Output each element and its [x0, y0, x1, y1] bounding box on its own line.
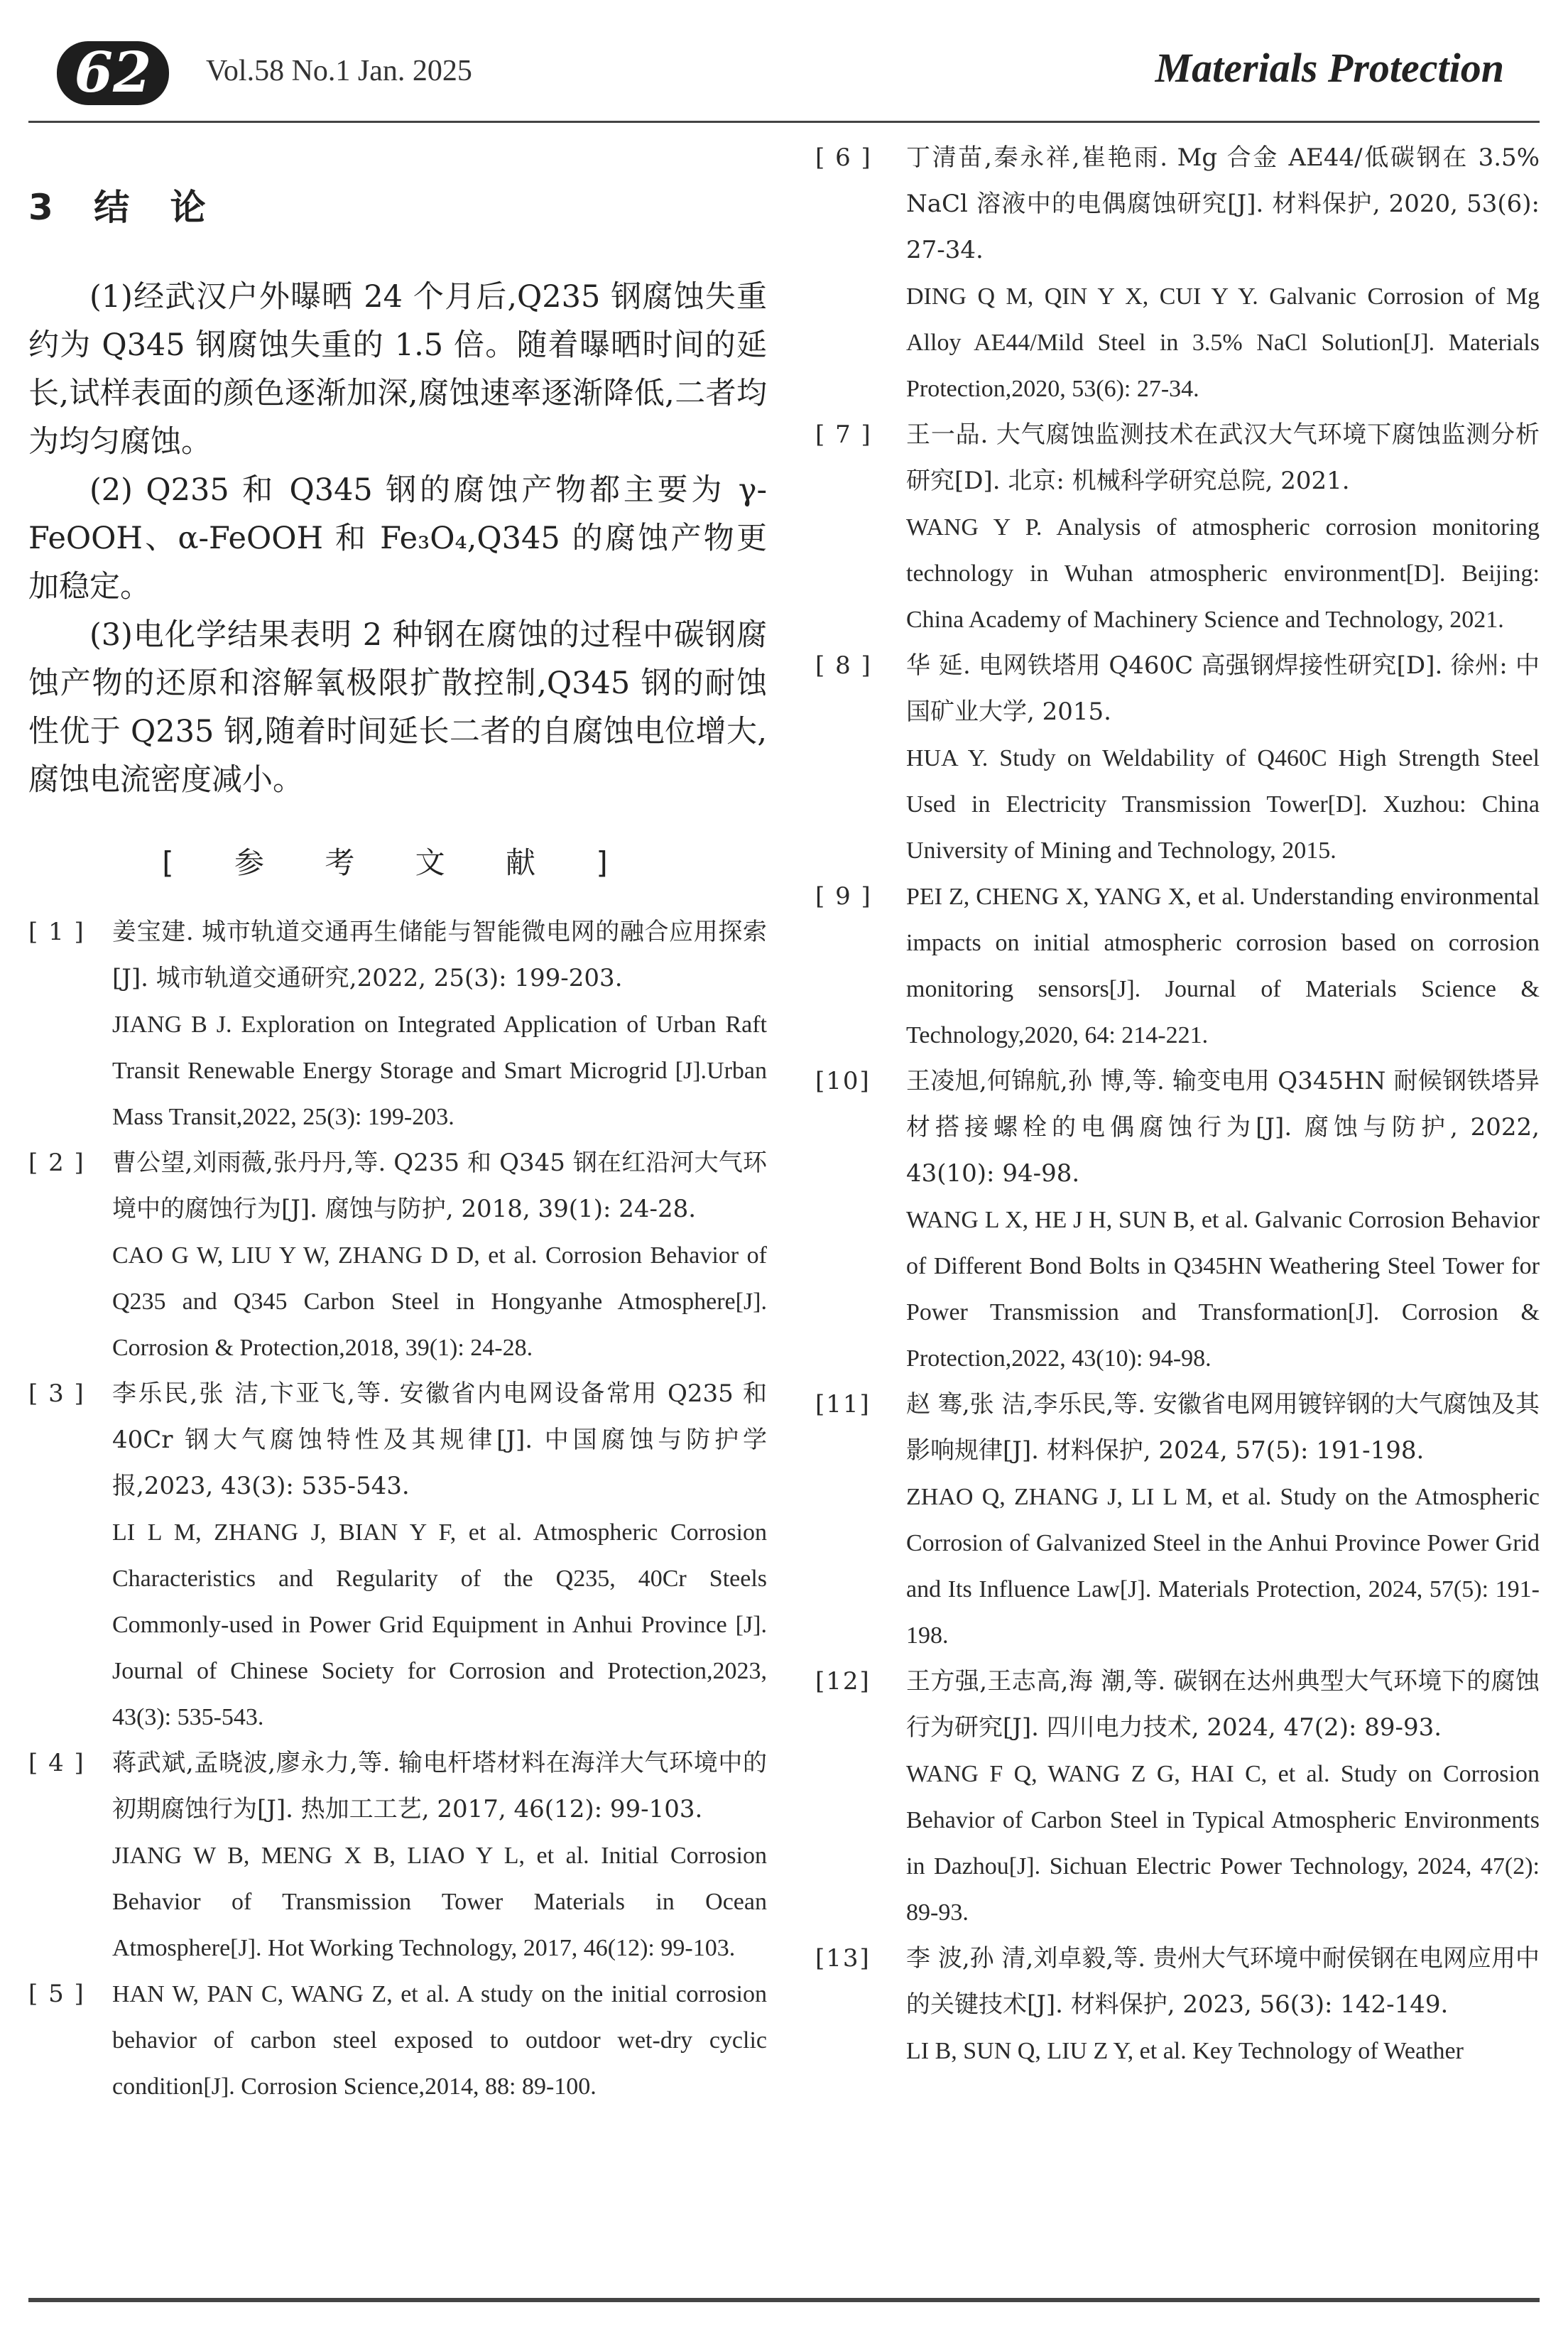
- reference-text-en: CAO G W, LIU Y W, ZHANG D D, et al. Corrosion Behavior of Q235 and Q345 Carbon Steel in Hongyanhe Atmosphere[J]. Corrosion & Protection,2018, 39(1): 24-28.: [112, 1242, 767, 1361]
- conclusion-paragraph: (1)经武汉户外曝晒 24 个月后,Q235 钢腐蚀失重约为 Q345 钢腐蚀失重的 1.5 倍。随着曝晒时间的延长,试样表面的颜色逐渐加深,腐蚀速率逐渐降低,二者均为均匀腐蚀。: [28, 279, 767, 460]
- reference-number: [ 9 ]: [815, 882, 872, 911]
- left-column: [28, 135, 767, 2110]
- reference-number: [ 7 ]: [815, 421, 872, 449]
- reference-text-cn: 曹公望,刘雨薇,张丹丹,等. Q235 和 Q345 钢在红沿河大气环境中的腐蚀行为[J]. 腐蚀与防护, 2018, 39(1): 24-28.: [112, 1149, 767, 1223]
- reference-item: [815, 643, 1540, 874]
- reference-text-cn: 赵 骞,张 洁,李乐民,等. 安徽省电网用镀锌钢的大气腐蚀及其影响规律[J]. 材料保护, 2024, 57(5): 191-198.: [906, 1390, 1540, 1465]
- reference-text-cn: 华 延. 电网铁塔用 Q460C 高强钢焊接性研究[D]. 徐州: 中国矿业大学, 2015.: [906, 651, 1540, 726]
- header-rule: [28, 121, 1540, 123]
- section-title: 3 结 论: [28, 187, 220, 228]
- reference-number: [ 6 ]: [815, 143, 872, 172]
- reference-number: [ 3 ]: [28, 1379, 85, 1408]
- reference-text-cn: 王一品. 大气腐蚀监测技术在武汉大气环境下腐蚀监测分析研究[D]. 北京: 机械科学研究总院, 2021.: [906, 421, 1540, 495]
- page-header: [28, 36, 1540, 107]
- reference-text-cn: 蒋武斌,孟晓波,廖永力,等. 输电杆塔材料在海洋大气环境中的初期腐蚀行为[J]. 热加工工艺, 2017, 46(12): 99-103.: [112, 1749, 767, 1823]
- reference-number: [ 4 ]: [28, 1749, 85, 1777]
- reference-item: [28, 909, 767, 1140]
- references-title: [ 参 考 文 献 ]: [162, 845, 633, 880]
- reference-number: [12]: [815, 1667, 871, 1696]
- reference-text-en: PEI Z, CHENG X, YANG X, et al. Understanding environmental impacts on initial atmospheric corrosion based on corrosion monitoring sensors[J]. Journal of Materials Science & Technology,2020, 64: 214-221.: [906, 884, 1540, 1048]
- reference-text-en: JIANG B J. Exploration on Integrated Application of Urban Raft Transit Renewable Energy Storage and Smart Microgrid [J].Urban Mass Transit,2022, 25(3): 199-203.: [112, 1012, 767, 1130]
- reference-number: [13]: [815, 1944, 871, 1973]
- reference-text-cn: 王凌旭,何锦航,孙 博,等. 输变电用 Q345HN 耐候钢铁塔异材搭接螺栓的电偶腐蚀行为[J]. 腐蚀与防护, 2022, 43(10): 94-98.: [906, 1067, 1540, 1188]
- conclusion-paragraph: (3)电化学结果表明 2 种钢在腐蚀的过程中碳钢腐蚀产物的还原和溶解氧极限扩散控制,Q345 钢的耐蚀性优于 Q235 钢,随着时间延长二者的自腐蚀电位增大,腐蚀电流密度减小。: [28, 617, 767, 798]
- reference-number: [10]: [815, 1067, 871, 1095]
- reference-item: [815, 1659, 1540, 1936]
- reference-number: [ 8 ]: [815, 651, 872, 680]
- reference-text-cn: 姜宝建. 城市轨道交通再生储能与智能微电网的融合应用探索[J]. 城市轨道交通研究,2022, 25(3): 199-203.: [112, 918, 767, 992]
- conclusion-paragraph: (2) Q235 和 Q345 钢的腐蚀产物都主要为 γ-FeOOH、α-FeOOH 和 Fe₃O₄,Q345 的腐蚀产物更加稳定。: [28, 472, 767, 604]
- reference-text-en: JIANG W B, MENG X B, LIAO Y L, et al. Initial Corrosion Behavior of Transmission Tower Materials in Ocean Atmosphere[J]. Hot Working Technology, 2017, 46(12): 99-103.: [112, 1843, 767, 1961]
- reference-text-cn: 丁清苗,秦永祥,崔艳雨. Mg 合金 AE44/低碳钢在 3.5% NaCl 溶液中的电偶腐蚀研究[J]. 材料保护, 2020, 53(6): 27-34.: [906, 143, 1540, 264]
- reference-text-en: ZHAO Q, ZHANG J, LI L M, et al. Study on the Atmospheric Corrosion of Galvanized Steel in the Anhui Province Power Grid and Its Influence Law[J]. Materials Protection, 2024, 57(5): 191-198.: [906, 1484, 1540, 1649]
- reference-text-cn: 李 波,孙 清,刘卓毅,等. 贵州大气环境中耐侯钢在电网应用中的关键技术[J]. 材料保护, 2023, 56(3): 142-149.: [906, 1944, 1540, 2019]
- reference-number: [ 2 ]: [28, 1149, 85, 1177]
- reference-text-en: DING Q M, QIN Y X, CUI Y Y. Galvanic Corrosion of Mg Alloy AE44/Mild Steel in 3.5% NaCl Solution[J]. Materials Protection,2020, 53(6): 27-34.: [906, 283, 1540, 402]
- volume-info: Vol.58 No.1 Jan. 2025: [206, 55, 472, 87]
- footer-rule: [28, 2298, 1540, 2302]
- reference-text-en: LI L M, ZHANG J, BIAN Y F, et al. Atmospheric Corrosion Characteristics and Regularity of the Q235, 40Cr Steels Commonly-used in Power Grid Equipment in Anhui Province [J]. Journal of Chinese Society for Corrosion and Protection,2023, 43(3): 535-543.: [112, 1519, 767, 1730]
- reference-item: [28, 1740, 767, 1971]
- reference-item: [28, 1371, 767, 1740]
- reference-text-cn: 李乐民,张 洁,卞亚飞,等. 安徽省内电网设备常用 Q235 和 40Cr 钢大气腐蚀特性及其规律[J]. 中国腐蚀与防护学报,2023, 43(3): 535-543.: [112, 1379, 767, 1500]
- reference-number: [11]: [815, 1390, 871, 1419]
- reference-number: [ 1 ]: [28, 918, 85, 946]
- reference-item: [815, 1936, 1540, 2074]
- page-number: 62: [57, 41, 169, 105]
- reference-item: [815, 1382, 1540, 1659]
- reference-item: [28, 1971, 767, 2110]
- right-column: [815, 135, 1540, 2074]
- reference-item: [815, 874, 1540, 1058]
- reference-text-en: LI B, SUN Q, LIU Z Y, et al. Key Technology of Weather: [906, 2038, 1464, 2064]
- reference-text-cn: 王方强,王志高,海 潮,等. 碳钢在达州典型大气环境下的腐蚀行为研究[J]. 四川电力技术, 2024, 47(2): 89-93.: [906, 1667, 1540, 1742]
- reference-item: [815, 1058, 1540, 1382]
- reference-item: [815, 135, 1540, 412]
- reference-item: [815, 412, 1540, 643]
- reference-item: [28, 1140, 767, 1371]
- reference-number: [ 5 ]: [28, 1980, 85, 2008]
- reference-text-en: WANG L X, HE J H, SUN B, et al. Galvanic Corrosion Behavior of Different Bond Bolts in Q345HN Weathering Steel Tower for Power Transmission and Transformation[J]. Corrosion & Protection,2022, 43(10): 94-98.: [906, 1207, 1540, 1372]
- reference-text-en: WANG F Q, WANG Z G, HAI C, et al. Study on Corrosion Behavior of Carbon Steel in Typical Atmospheric Environments in Dazhou[J]. Sichuan Electric Power Technology, 2024, 47(2): 89-93.: [906, 1761, 1540, 1926]
- reference-text-en: HAN W, PAN C, WANG Z, et al. A study on the initial corrosion behavior of carbon steel exposed to outdoor wet-dry cyclic condition[J]. Corrosion Science,2014, 88: 89-100.: [112, 1981, 767, 2100]
- reference-text-en: HUA Y. Study on Weldability of Q460C High Strength Steel Used in Electricity Transmission Tower[D]. Xuzhou: China University of Mining and Technology, 2015.: [906, 745, 1540, 864]
- reference-text-en: WANG Y P. Analysis of atmospheric corrosion monitoring technology in Wuhan atmospheric environment[D]. Beijing: China Academy of Machinery Science and Technology, 2021.: [906, 514, 1540, 633]
- journal-title: Materials Protection: [1155, 45, 1504, 91]
